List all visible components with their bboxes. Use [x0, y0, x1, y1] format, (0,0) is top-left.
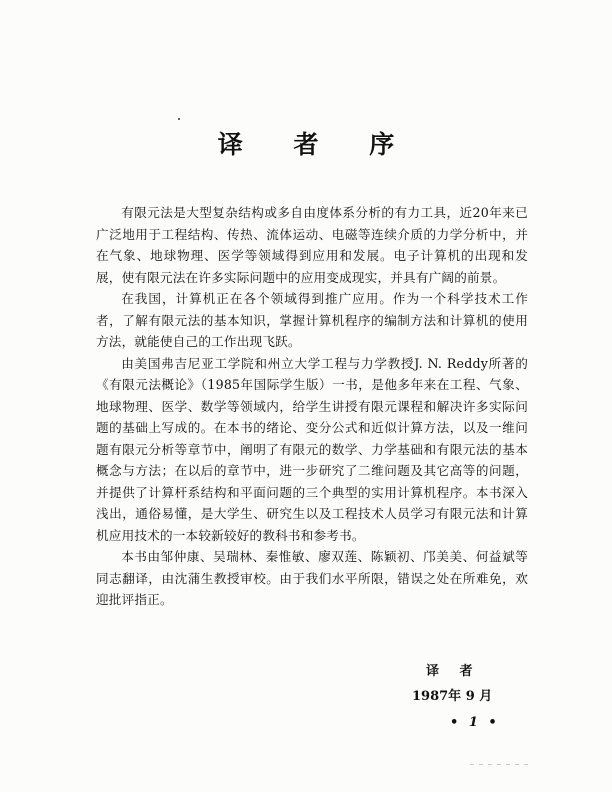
paragraph-3: 由美国弗吉尼亚工学院和州立大学工程与力学教授J. N. Reddy所著的《有限元法概论》（1985年国际学生版）一书，是他多年来在工程、气象、地球物理、医学、数学等领域内，给学生讲授有限元课程和解决许多实际问题的基础上写成的。在本书的绪论、变分公式和近似计算方法，以及一维问题有限元分析等章节中，阐明了有限元的数学、力学基础和有限元法的基本概念与方法；在以后的章节中，进一步研究了二维问题及其它高等的问题，并提供了计算杆系结构和平面问题的三个典型的实用计算机程序。本书深入浅出，通俗易懂，是大学生、研究生以及工程技术人员学习有限元法和计算机应用技术的一本较新较好的教科书和参考书。 [96, 355, 528, 543]
paragraph-2: 在我国，计算机正在各个领域得到推广应用。作为一个科学技术工作者，了解有限元法的基本知识，掌握计算机程序的编制方法和计算机的使用方法，就能使自己的工作出现飞跃。 [96, 291, 528, 349]
signature-date: 1987年 9 月 [412, 689, 493, 704]
paragraph-1: 有限元法是大型复杂结构或多自由度体系分析的有力工具，近20年来已广泛地用于工程结构、传热、流体运动、电磁等连续介质的力学分析中，并在气象、地球物理、医学等领域得到应用和发展。电子计算机的出现和发展，使有限元法在许多实际问题中的应用变成现实，并具有广阔的前景。 [96, 205, 528, 285]
translator-signature: 译 者 [426, 664, 481, 679]
paragraph-4: 本书由邹仲康、吴瑞林、秦惟敏、廖双莲、陈颖初、邝美美、何益斌等同志翻译，由沈蒲生教授审校。由于我们水平所限，错误之处在所难免，欢迎批评指正。 [96, 549, 528, 607]
scan-mark [178, 118, 180, 120]
page-number: • 1 • [450, 715, 497, 730]
body-text [96, 202, 528, 611]
scan-artifact [470, 764, 530, 765]
page-title: 译 者 序 [217, 130, 416, 159]
